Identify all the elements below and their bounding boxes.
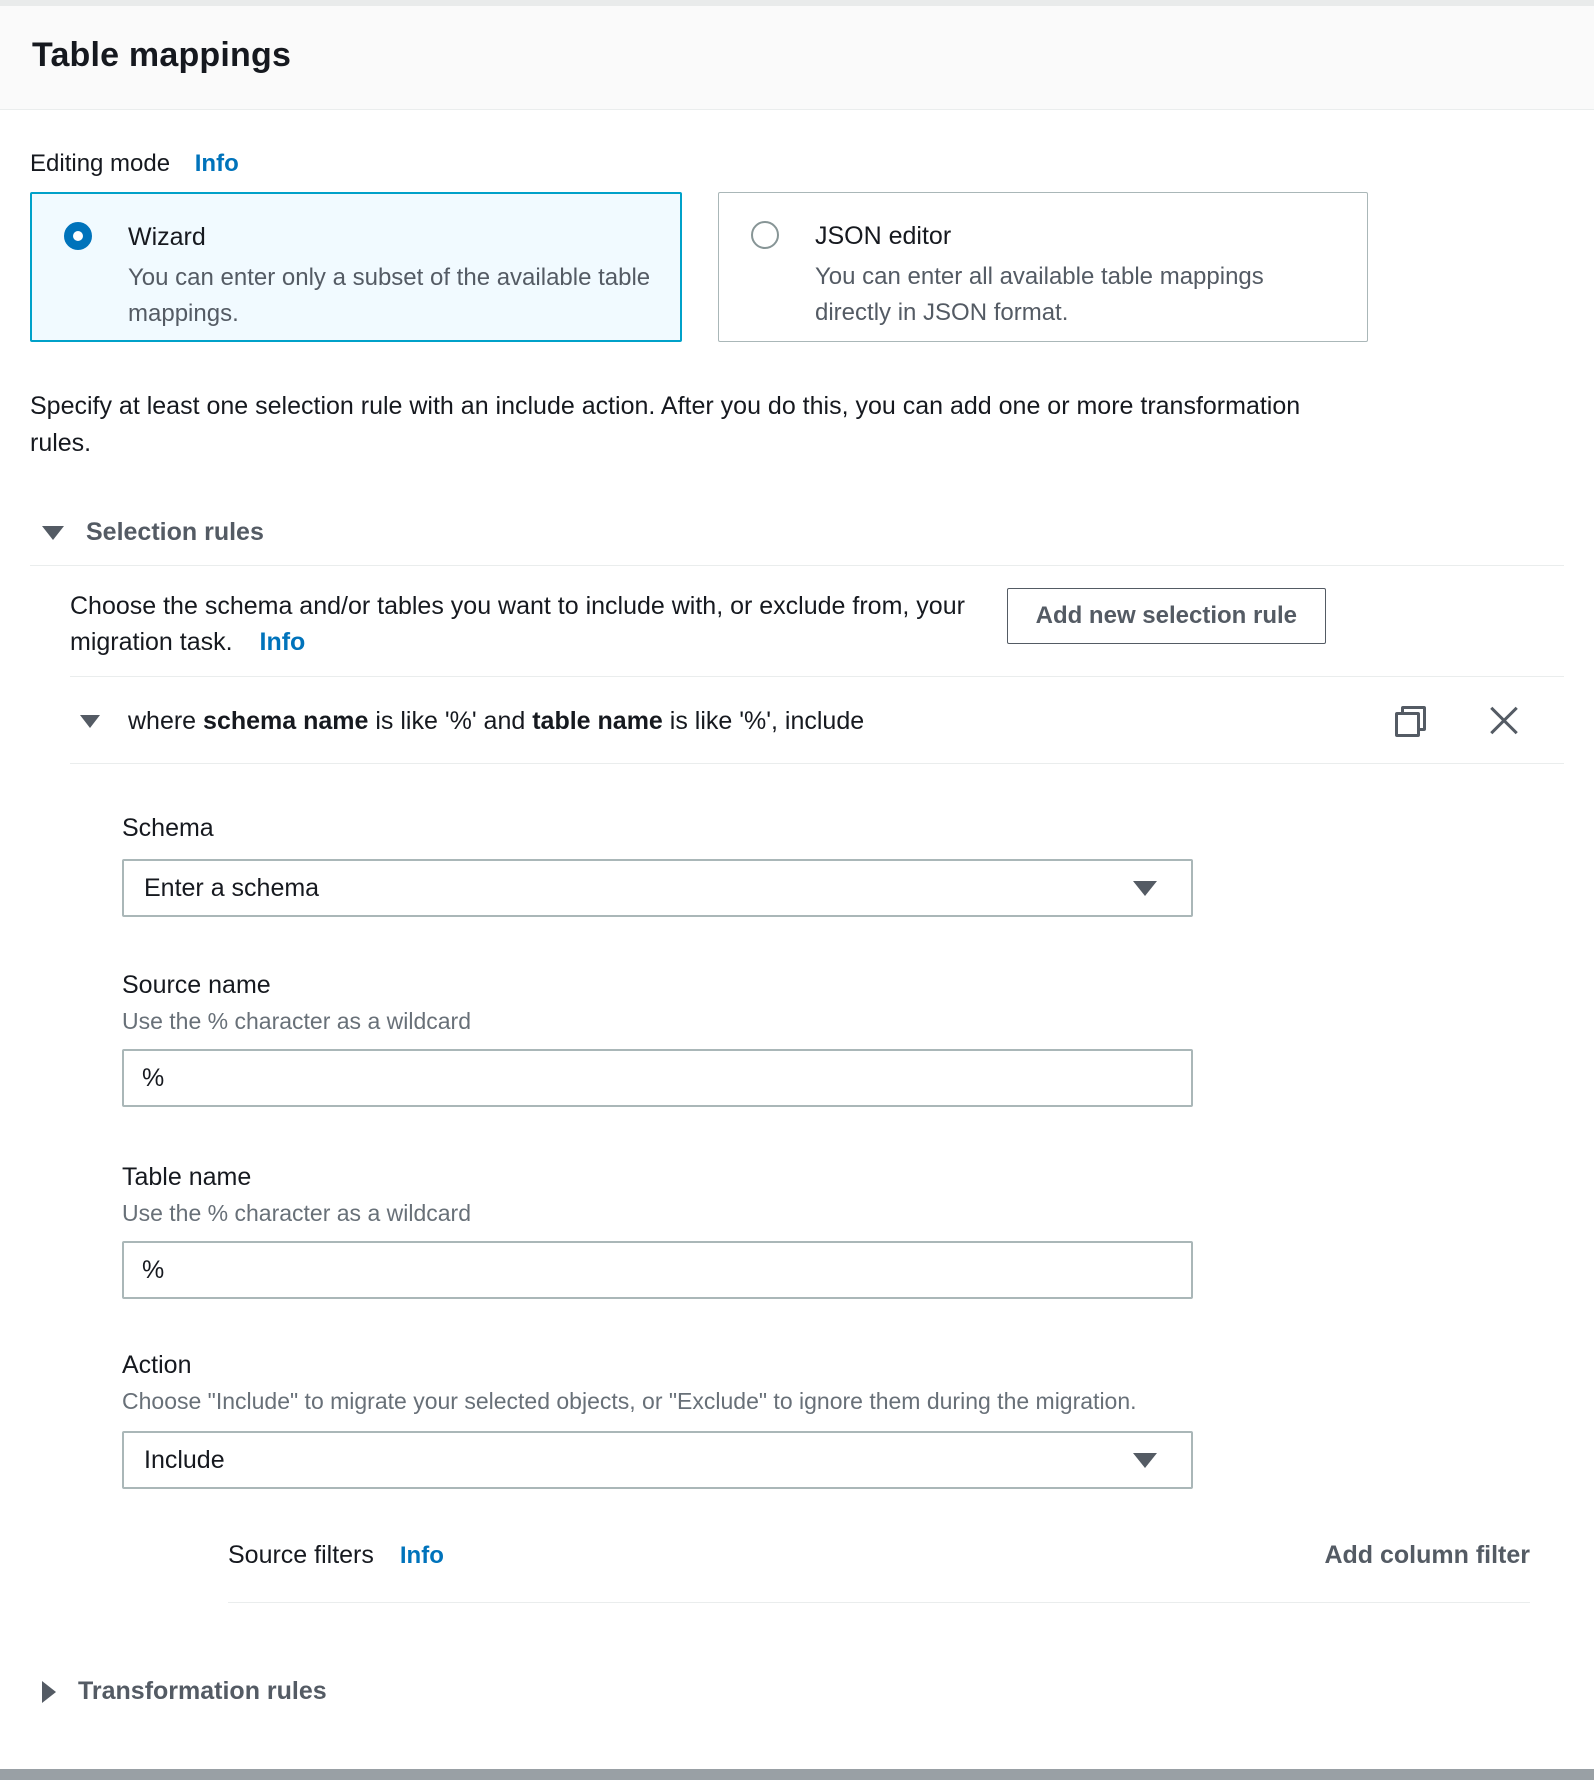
transformation-rules-title: Transformation rules xyxy=(78,1677,327,1705)
action-hint: Choose "Include" to migrate your selected objects, or "Exclude" to ignore them during the migration. xyxy=(122,1388,1137,1414)
page-title: Table mappings xyxy=(32,36,292,74)
schema-select-value: Enter a schema xyxy=(144,873,320,902)
json-editor-mode-card[interactable] xyxy=(718,192,1368,342)
radio-unselected-icon[interactable] xyxy=(751,221,779,249)
chevron-down-icon xyxy=(1133,1453,1157,1468)
wizard-mode-card[interactable] xyxy=(30,192,682,342)
selection-rules-content xyxy=(30,588,1564,1603)
source-name-hint: Use the % character as a wildcard xyxy=(122,1008,471,1034)
source-filters-row xyxy=(122,1541,1564,1570)
table-name-input[interactable] xyxy=(122,1241,1193,1299)
chevron-down-icon xyxy=(1133,881,1157,896)
selection-rules-desc-row xyxy=(70,588,1564,660)
table-name-label: Table name xyxy=(122,1163,252,1191)
schema-select[interactable] xyxy=(122,859,1193,917)
close-icon xyxy=(1488,705,1520,737)
schema-label: Schema xyxy=(122,814,214,842)
panel-header xyxy=(0,6,1594,110)
wizard-card-description: You can enter only a subset of the available table mappings. xyxy=(128,264,651,327)
remove-rule-button[interactable] xyxy=(1488,705,1520,737)
source-filters-divider xyxy=(228,1602,1530,1603)
add-selection-rule-button[interactable]: Add new selection rule xyxy=(1007,588,1326,644)
rule-chevron-down-icon[interactable] xyxy=(80,715,100,728)
selection-rules-title: Selection rules xyxy=(86,518,264,546)
rule-summary: where schema name is like '%' and table name is like '%', include xyxy=(128,706,865,735)
editing-mode-cards xyxy=(30,192,1564,342)
editing-mode-info-link[interactable]: Info xyxy=(194,150,239,177)
table-name-hint: Use the % character as a wildcard xyxy=(122,1200,471,1226)
source-name-label: Source name xyxy=(122,971,271,999)
intro-text: Specify at least one selection rule with an include action. After you do this, you can add one or more transformation rules. xyxy=(30,392,1301,457)
radio-selected-icon[interactable] xyxy=(64,222,92,250)
json-editor-card-description: You can enter all available table mappings directly in JSON format. xyxy=(815,263,1264,326)
editing-mode-row xyxy=(30,150,1564,178)
rule-body xyxy=(70,814,1564,1603)
rule-bottom-divider xyxy=(70,763,1564,764)
json-editor-card-title: JSON editor xyxy=(815,222,952,250)
bottom-bar xyxy=(0,1769,1594,1780)
editing-mode-label: Editing mode xyxy=(30,150,171,177)
chevron-right-icon xyxy=(42,1681,56,1703)
wizard-card-title: Wizard xyxy=(128,223,206,251)
action-select-value: Include xyxy=(144,1445,225,1474)
action-label: Action xyxy=(122,1351,192,1379)
selection-rules-info-link[interactable]: Info xyxy=(259,628,306,656)
selection-rules-description: Choose the schema and/or tables you want to include with, or exclude from, your migration task. Info xyxy=(70,592,965,656)
source-filters-info-link[interactable]: Info xyxy=(399,1541,444,1569)
selection-rule-row xyxy=(70,677,1564,763)
section-divider xyxy=(30,565,1564,566)
selection-rules-header[interactable] xyxy=(30,518,1564,547)
source-name-input[interactable] xyxy=(122,1049,1193,1107)
chevron-down-icon xyxy=(42,526,64,540)
source-filters-label: Source filters xyxy=(228,1541,374,1569)
duplicate-rule-button[interactable] xyxy=(1395,706,1426,737)
transformation-rules-header[interactable] xyxy=(30,1677,1564,1706)
panel-content xyxy=(0,150,1594,1706)
copy-icon xyxy=(1395,706,1426,737)
action-select[interactable] xyxy=(122,1431,1193,1489)
add-column-filter-button[interactable]: Add column filter xyxy=(1324,1541,1530,1569)
